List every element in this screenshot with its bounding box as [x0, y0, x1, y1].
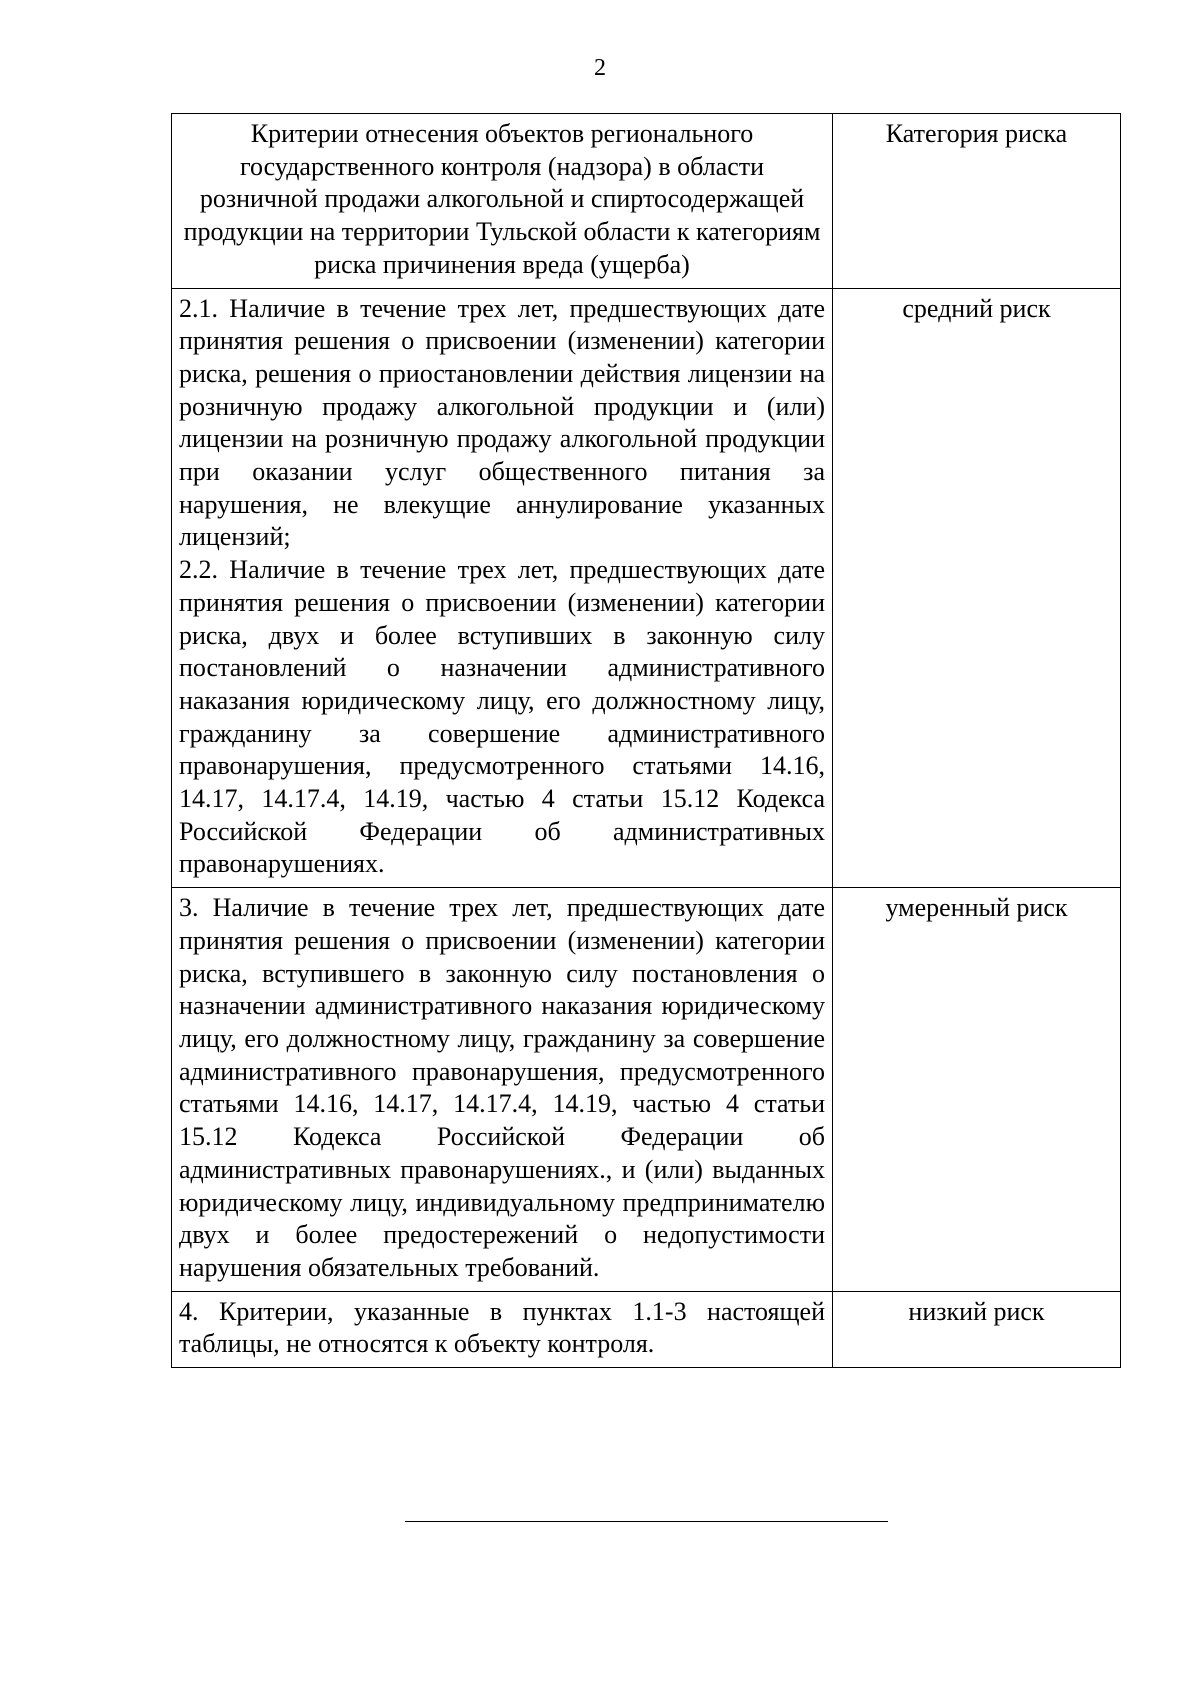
criteria-cell: [172, 1291, 833, 1367]
header-criteria-cell: Критерии отнесения объектов регионального государственного контроля (надзора) в области розничной продажи алкогольной и спиртосодержащей продукции на территории Тульской области к категориям риска причинения вреда (ущерба): [172, 114, 833, 289]
risk-criteria-table: [171, 113, 1121, 1368]
criteria-cell: [172, 888, 833, 1291]
table-row: [172, 1291, 1121, 1367]
table-row: [172, 888, 1121, 1291]
table-row: [172, 288, 1121, 888]
header-category-cell: Категория риска: [833, 114, 1121, 289]
criteria-paragraph: 2.1. Наличие в течение трех лет, предшествующих дате принятия решения о присвоении (изменении) категории риска, решения о приостановлении действия лицензии на розничную продажу алкогольной продукции и (или) лицензии на розничную продажу алкогольной продукции при оказании услуг общественного питания за нарушения, не влекущие аннулирование указанных лицензий;: [179, 293, 825, 552]
risk-category-cell: средний риск: [833, 288, 1121, 888]
footer-divider-line: [405, 1521, 888, 1522]
risk-category-cell: умеренный риск: [833, 888, 1121, 1291]
table-header-row: [172, 114, 1121, 289]
risk-category-cell: низкий риск: [833, 1291, 1121, 1367]
criteria-paragraph: 3. Наличие в течение трех лет, предшествующих дате принятия решения о присвоении (изменении) категории риска, вступившего в законную силу постановления о назначении административного наказания юридическому лицу, его должностному лицу, гражданину за совершение административного правонарушения, предусмотренного статьями 14.16, 14.17, 14.17.4, 14.19, частью 4 статьи 15.12 Кодекса Российской Федерации об административных правонарушениях., и (или) выданных юридическому лицу, индивидуальному предпринимателю двух и более предостережений о недопустимости нарушения обязательных требований.: [179, 893, 825, 1282]
criteria-paragraph: 4. Критерии, указанные в пунктах 1.1-3 настоящей таблицы, не относятся к объекту контроля.: [179, 1296, 825, 1359]
criteria-cell: [172, 288, 833, 888]
page-number: 2: [594, 55, 606, 81]
criteria-paragraph: 2.2. Наличие в течение трех лет, предшествующих дате принятия решения о присвоении (изменении) категории риска, двух и более вступивших в законную силу постановлений о назначении административного наказания юридическому лицу, его должностному лицу, гражданину за совершение административного правонарушения, предусмотренного статьями 14.16, 14.17, 14.17.4, 14.19, частью 4 статьи 15.12 Кодекса Российской Федерации об административных правонарушениях.: [179, 555, 825, 879]
